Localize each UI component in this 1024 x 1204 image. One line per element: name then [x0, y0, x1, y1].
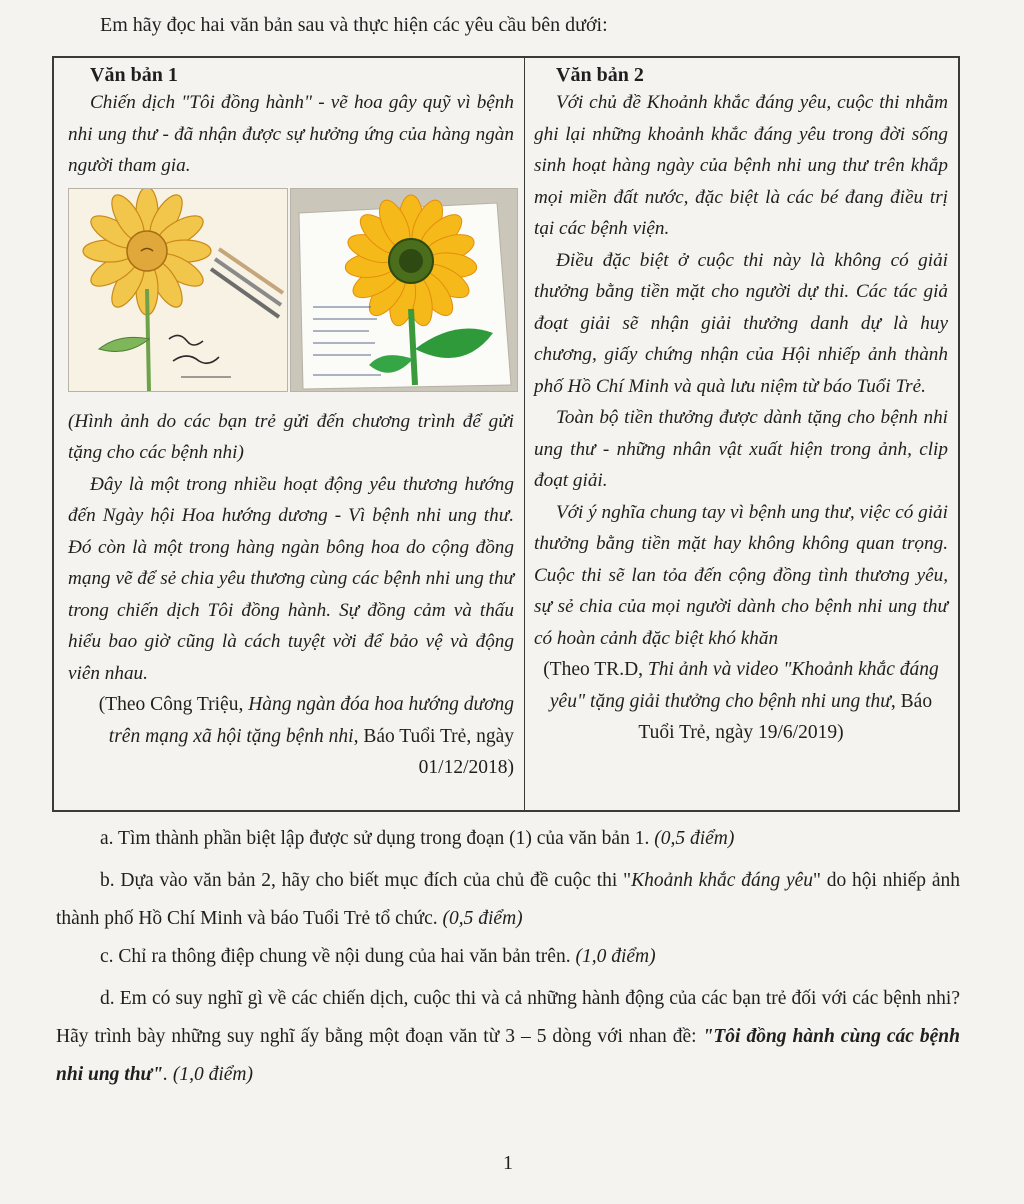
question-c-text: c. Chỉ ra thông điệp chung về nội dung của hai văn bản trên.: [100, 946, 576, 967]
intro-instruction: Em hãy đọc hai văn bản sau và thực hiện các yêu cầu bên dưới:: [100, 14, 608, 36]
sunflower-drawing-1: [68, 188, 288, 392]
text-2-paragraph-2: Điều đặc biệt ở cuộc thi này là không có giải thưởng bằng tiền mặt cho người dự thi. Các tác giả đoạt giải sẽ nhận giải thưởng danh dự là huy chương, giấy chứng nhận của Hội nhiếp ảnh thành phố Hồ Chí Minh và quà lưu niệm từ báo Tuổi Trẻ.: [534, 249, 948, 397]
question-c-points: (1,0 điểm): [575, 946, 656, 967]
text-2-paragraph-1: Với chủ đề Khoảnh khắc đáng yêu, cuộc thi nhằm ghi lại những khoảnh khắc đáng yêu trong đời sống sinh hoạt hàng ngày của bệnh nhi ung thư trên khắp mọi miền đất nước, đặc biệt là các bé đang điều trị tại các bệnh viện.: [534, 92, 948, 239]
question-b-points: (0,5 điểm): [442, 908, 523, 929]
question-c: [100, 938, 960, 976]
page-number: 1: [503, 1152, 513, 1174]
question-d-text: d. Em có suy nghĩ gì về các chiến dịch, cuộc thi và cả những hành động của các bạn trẻ đối với các bệnh nhi? Hãy trình bày những suy nghĩ ấy bằng một đoạn văn từ 3 – 5 dòng với nhan đề:: [56, 988, 960, 1047]
citation-suffix: , Báo Tuổi Trẻ, ngày 01/12/2018): [353, 725, 514, 778]
question-b-text: b. Dựa vào văn bản 2, hãy cho biết mục đích của chủ đề cuộc thi ": [100, 870, 632, 891]
text-1-paragraph-2: Đây là một trong nhiều hoạt động yêu thương hướng đến Ngày hội Hoa hướng dương - Vì bệnh nhi ung thư. Đó còn là một trong hàng ngàn bông hoa do cộng đồng mạng vẽ để sẻ chia yêu thương cùng các bệnh nhi ung thư trong chiến dịch Tôi đồng hành. Sự đồng cảm và thấu hiểu bao giờ cũng là cách tuyệt vời để bảo vệ và động viên nhau.: [68, 473, 514, 684]
texts-table: [52, 56, 960, 812]
question-b-theme: Khoảnh khắc đáng yêu: [631, 870, 814, 891]
question-b-text-end: " do hội nhiếp ảnh thành phố Hồ Chí Minh và báo Tuổi Trẻ tổ chức.: [56, 870, 960, 929]
citation-suffix: , Báo Tuổi Trẻ, ngày 19/6/2019): [638, 690, 933, 743]
text-1-paragraph-1: Chiến dịch "Tôi đồng hành" - vẽ hoa gây quỹ vì bệnh nhi ung thư - đã nhận được sự hưởng ứng của hàng ngàn người tham gia.: [68, 92, 514, 176]
citation-title: Thi ảnh và video "Khoảnh khắc đáng yêu" tặng giải thưởng cho bệnh nhi ung thư: [549, 659, 939, 712]
sunflower-images: [68, 188, 514, 396]
question-a: [100, 820, 960, 858]
citation-prefix: (Theo TR.D,: [543, 659, 648, 680]
question-b: [56, 862, 960, 938]
text-2-column: [534, 58, 948, 749]
citation-title: Hàng ngàn đóa hoa hướng dương trên mạng xã hội tặng bệnh nhi: [108, 694, 514, 747]
text-2-heading: Văn bản 2: [556, 64, 644, 86]
image-caption: (Hình ảnh do các bạn trẻ gửi đến chương trình để gửi tặng cho các bệnh nhi): [68, 410, 514, 463]
question-d-title: "Tôi đồng hành cùng các bệnh nhi ung thư": [56, 1026, 960, 1085]
text-2-paragraph-4: Với ý nghĩa chung tay vì bệnh ung thư, việc có giải thưởng bằng tiền mặt hay không không quan trọng. Cuộc thi sẽ lan tỏa đến cộng đồng tình thương yêu, sự sẻ chia của mọi người dành cho bệnh nhi ung thư có hoàn cảnh đặc biệt khó khăn: [534, 501, 948, 649]
question-a-text: a. Tìm thành phần biệt lập được sử dụng trong đoạn (1) của văn bản 1.: [100, 828, 655, 849]
text-2-paragraph-3: Toàn bộ tiền thưởng được dành tặng cho bệnh nhi ung thư - những nhân vật xuất hiện trong ảnh, clip đoạt giải.: [534, 407, 948, 491]
question-a-points: (0,5 điểm): [654, 828, 735, 849]
text-1-heading: Văn bản 1: [90, 64, 178, 86]
question-d: [56, 980, 960, 1094]
question-d-points: . (1,0 điểm): [163, 1064, 253, 1085]
sunflower-drawing-2: [290, 188, 518, 392]
column-divider: [524, 58, 525, 810]
text-1-citation: [68, 689, 514, 784]
text-2-citation: [534, 654, 948, 749]
text-1-column: [68, 58, 514, 784]
citation-prefix: (Theo Công Triệu,: [98, 694, 249, 715]
